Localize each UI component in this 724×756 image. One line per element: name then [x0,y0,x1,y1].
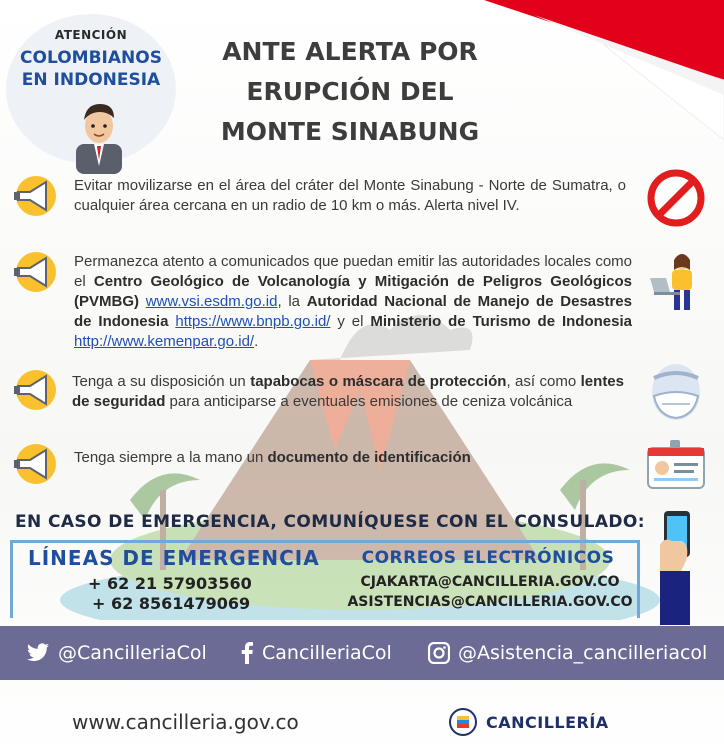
title-line-2: ERUPCIÓN DEL [246,77,454,106]
megaphone-icon [10,368,60,412]
coat-of-arms-icon [448,707,478,737]
kemenpar-link[interactable]: http://www.kemenpar.go.id/ [74,333,255,350]
face-mask-icon [640,356,712,428]
person-laptop-icon [640,248,712,320]
megaphone-icon [10,174,60,218]
instruction-item-2: Permanezca atento a comunicados que puedan emitir las autoridades locales como el Centro Geológico de Volcanología y Mitigación de Peligros Geológicos (PVMBG) www.vsi.esdm.go.id, la Autoridad Nacional de Manejo de Desastres de Indonesia https://www.bnpb.go.id/ y el Ministerio de Turismo de Indonesia http://www.kemenpar.go.id/. [74,253,632,350]
email-asistencias[interactable]: ASISTENCIAS@CANCILLERIA.GOV.CO [347,594,633,610]
instruction-item-4: Tenga siempre a la mano un documento de identificación [74,449,471,466]
instagram-icon [428,642,450,664]
page-title [180,32,520,152]
emergency-lines-title: LÍNEAS DE EMERGENCIA [28,546,320,570]
twitter-account[interactable] [26,642,207,664]
id-document-text: documento de identificación [267,449,471,466]
id-card-icon [640,432,712,504]
title-line-1: ANTE ALERTA POR [222,37,478,66]
instruction-item-1: Evitar movilizarse en el área del cráter del Monte Sinabung - Norte de Sumatra, o cualquier área cercana en un radio de 10 km o más. Alerta nivel IV. [74,177,626,214]
pvmbg-name: Centro Geológico de Volcanología y Mitigación de Peligros Geológicos (PVMBG) [74,273,632,310]
mask-text: tapabocas o máscara de protección [250,373,507,390]
item-2-text: Permanezca atento a comunicados que puedan emitir las autoridades locales como el [74,253,632,290]
email-section-title: CORREOS ELECTRÓNICOS [361,548,615,568]
cancilleria-label: CANCILLERÍA [486,712,609,732]
instagram-account[interactable] [428,642,707,664]
phone-number-1[interactable]: + 62 21 57903560 [88,574,252,593]
emergency-heading: EN CASO DE EMERGENCIA, COMUNÍQUESE CON EL CONSULADO: [15,512,645,532]
hand-phone-icon [650,505,710,625]
badge-line-1: COLOMBIANOS [20,48,162,68]
twitter-icon [26,643,50,663]
badge-line-2: EN INDONESIA [21,70,161,90]
instruction-item-3: Tenga a su disposición un tapabocas o máscara de protección, así como lentes de seguridad para anticiparse a eventuales emisiones de ceniza volcánica [72,373,624,410]
facebook-icon [240,642,254,664]
bnpb-name: Autoridad Nacional de Manejo de Desastres de Indonesia [74,293,632,330]
audience-badge [6,14,176,164]
no-entry-icon [640,162,712,234]
facebook-account[interactable] [240,642,392,664]
tourism-ministry-name: Ministerio de Turismo de Indonesia [370,313,632,330]
twitter-handle: @CancilleriaCol [58,642,207,664]
vsi-link[interactable]: www.vsi.esdm.go.id [145,293,278,310]
website-link[interactable]: www.cancilleria.gov.co [72,710,299,734]
bnpb-link[interactable]: https://www.bnpb.go.id/ [175,313,331,330]
man-character-icon [66,100,132,174]
email-cjakarta[interactable]: CJAKARTA@CANCILLERIA.GOV.CO [360,574,620,590]
instagram-handle: @Asistencia_cancilleriacol [458,642,708,664]
megaphone-icon [10,442,60,486]
social-media-bar [0,626,724,680]
phone-number-2[interactable]: + 62 8561479069 [92,594,251,613]
facebook-handle: CancilleriaCol [262,642,392,664]
megaphone-icon [10,250,60,294]
badge-pre-label: ATENCIÓN [54,28,128,42]
cancilleria-logo [448,704,609,740]
glasses-text: lentes de seguridad [72,373,624,410]
title-line-3: MONTE SINABUNG [220,117,480,146]
